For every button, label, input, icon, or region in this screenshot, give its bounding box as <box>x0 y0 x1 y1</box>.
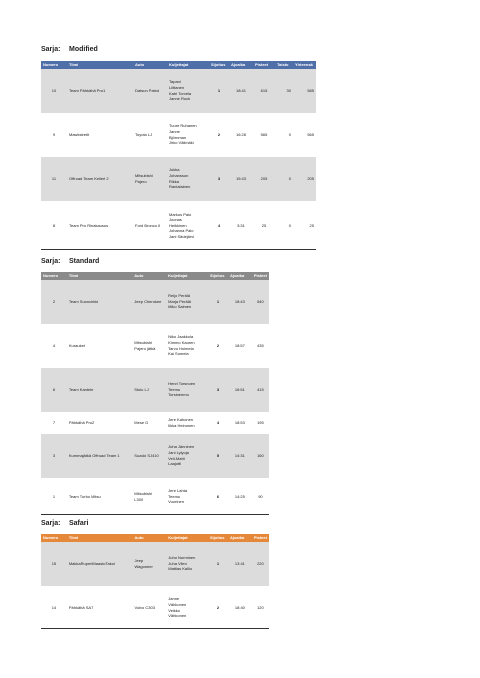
table-cell-place: 1 <box>209 69 229 113</box>
table-cell-drivers: Juha Jänninen Jani Lylyoja Veli-Matti Laajotti <box>166 434 208 478</box>
table-cell-num: 8 <box>52 222 56 228</box>
column-header: Pisteet <box>253 61 275 69</box>
column-header: Sijoitus <box>209 61 229 69</box>
table-cell-place: 4 <box>217 222 221 228</box>
table-cell-points: 565 <box>260 131 268 137</box>
table-cell-points: 615 <box>253 69 275 113</box>
table-cell-place: 1 <box>208 280 228 324</box>
table-cell-car: Jeep Wagoneer <box>133 542 167 586</box>
column-header: Tiimi <box>67 272 132 280</box>
table-cell-points: 220 <box>252 542 269 586</box>
column-header: Taisto <box>275 61 293 69</box>
table-divider <box>41 514 269 515</box>
column-header: Ajoaika <box>228 534 252 542</box>
table-cell-points: 120 <box>257 604 264 610</box>
column-header: Ajoaika <box>228 272 252 280</box>
table-cell-place: 3 <box>209 157 229 201</box>
table-cell-total: 585 <box>293 69 316 113</box>
table-cell-points: 435 <box>257 342 264 348</box>
table-cell-num: 3 <box>41 434 67 478</box>
table-cell-drivers: Jere Kahonen Iikka Heinonen <box>168 417 195 428</box>
table-row <box>41 201 316 251</box>
table-cell-car: Mese G <box>134 419 149 425</box>
results-table-standard <box>41 272 269 516</box>
table-cell-drivers: Tapani Liittanen Katri Torvela Janne Ruck <box>167 69 209 113</box>
table-cell-team: Team Suoncirkki <box>67 280 132 324</box>
table-cell-taisto: 0 <box>275 157 293 201</box>
table-cell-num: 7 <box>52 419 56 425</box>
section-label: Sarja: <box>41 46 61 53</box>
table-cell-car: Mitsubishi L300 <box>134 491 153 502</box>
table-cell-num: 15 <box>41 542 67 586</box>
table-cell-time: 18:41 <box>229 69 253 113</box>
table-cell-place: 4 <box>216 419 220 425</box>
table-cell-car: Datsun Patrol <box>133 69 167 113</box>
table-cell-taisto: 30 <box>275 69 293 113</box>
column-header: Kuljettajat <box>166 272 208 280</box>
table-row <box>41 69 316 113</box>
section-name: Standard <box>69 258 100 265</box>
table-cell-taisto: 0 <box>288 131 291 137</box>
table-cell-place: 5 <box>208 434 228 478</box>
table-cell-team: MakkaRuperiMaastoTakoi <box>67 542 133 586</box>
column-header: Tiimi <box>67 534 133 542</box>
table-cell-place: 6 <box>216 493 220 499</box>
section-label: Sarja: <box>41 520 61 527</box>
table-cell-drivers: Jere Lahta Teemu Vuorinen <box>168 488 188 505</box>
table-cell-drivers: Henri Torsnoen Teemu Torsinenmo <box>166 368 208 412</box>
column-header: Ajoaika <box>229 61 253 69</box>
table-cell-num: 14 <box>51 604 57 610</box>
table-cell-points: 25 <box>261 222 267 228</box>
table-cell-time: 16:51 <box>228 368 252 412</box>
table-cell-time: 13:41 <box>228 542 252 586</box>
table-cell-points: 160 <box>252 434 269 478</box>
table-cell-drivers: Jukka Johansson Rikka Rantalainen <box>167 157 209 201</box>
table-row <box>41 412 269 434</box>
table-cell-time: 18:53 <box>234 419 245 425</box>
table-cell-team: Pähkähä SA7 <box>68 604 94 610</box>
table-row <box>41 586 269 630</box>
section-title-safari <box>41 520 88 527</box>
column-header: Sijoitus <box>208 272 228 280</box>
table-cell-time: 3:31 <box>237 222 245 228</box>
table-cell-time: 15:43 <box>229 157 253 201</box>
table-cell-time: 14:25 <box>234 493 245 499</box>
table-cell-car: Suzuki SJ410 <box>132 434 166 478</box>
table-cell-total: 25 <box>309 222 314 228</box>
table-row <box>41 280 269 324</box>
table-cell-car: Ford Bronco II <box>135 222 161 228</box>
column-header: Tiimi <box>67 61 133 69</box>
column-header: Auto <box>132 272 166 280</box>
table-cell-num: 6 <box>41 368 67 412</box>
table-cell-place: 3 <box>208 368 228 412</box>
table-row <box>41 542 269 586</box>
table-row <box>41 324 269 368</box>
table-cell-team: Team Kantele <box>67 368 132 412</box>
table-cell-place: 2 <box>216 604 220 610</box>
column-header: Pisteet <box>252 534 269 542</box>
column-header: Numero <box>41 61 67 69</box>
table-cell-num: 10 <box>41 69 67 113</box>
table-cell-team: Kurauket <box>68 342 85 348</box>
section-name: Safari <box>69 520 89 527</box>
section-name: Modified <box>69 46 98 53</box>
column-header: Yhteensä <box>293 61 316 69</box>
table-divider <box>41 249 316 250</box>
table-cell-time: 18:43 <box>228 280 252 324</box>
results-table-modified <box>41 61 316 251</box>
table-cell-drivers: Reijo Perälä Marja Perälä Miko Salmen <box>166 280 208 324</box>
table-cell-points: 205 <box>253 157 275 201</box>
table-cell-team: Mawkstretit <box>69 131 90 137</box>
section-title-standard <box>41 258 99 265</box>
table-row <box>41 368 269 412</box>
section-label: Sarja: <box>41 258 61 265</box>
table-cell-num: 4 <box>52 342 56 348</box>
column-header: Kuljettajat <box>166 534 208 542</box>
table-cell-points: 90 <box>258 493 263 499</box>
table-header-row <box>41 272 269 280</box>
table-cell-points: 195 <box>257 419 264 425</box>
table-cell-car: Stulu LJ <box>132 368 166 412</box>
table-cell-car: Jeep Cherokee <box>132 280 166 324</box>
table-cell-team: Pähkähä Pro2 <box>68 419 95 425</box>
table-cell-time: 18:40 <box>234 604 245 610</box>
results-table-safari <box>41 534 269 630</box>
table-cell-place: 2 <box>216 342 220 348</box>
table-cell-drivers: Niko Jaakkola Kimmo Kauren Tarvo Hoimela Kai Sumela <box>168 334 195 357</box>
column-header: Auto <box>133 61 167 69</box>
table-cell-drivers: Janne Vähkonen Veikko Vähkonen <box>168 596 187 619</box>
table-cell-car: Mitsubishi Pajero jätkä <box>134 340 156 351</box>
column-header: Sijoitus <box>208 534 228 542</box>
table-cell-time: 18:57 <box>234 342 245 348</box>
column-header: Auto <box>133 534 167 542</box>
table-cell-team: Kummajätkä Offroad Team 1 <box>67 434 132 478</box>
table-cell-drivers: Juho Nurminen Juha Vilen Mattias Kallio <box>166 542 208 586</box>
table-row <box>41 434 269 478</box>
column-header: Pisteet <box>252 272 269 280</box>
table-row <box>41 113 316 157</box>
table-divider <box>41 628 269 629</box>
table-cell-num: 2 <box>41 280 67 324</box>
table-cell-num: 9 <box>52 131 56 137</box>
table-cell-car: Toyota LJ <box>135 131 153 137</box>
table-cell-place: 1 <box>208 542 228 586</box>
table-cell-num: 11 <box>41 157 67 201</box>
table-cell-total: 565 <box>307 131 314 137</box>
table-cell-total: 205 <box>293 157 316 201</box>
table-cell-team: Offroad Team Kelleri 2 <box>67 157 133 201</box>
table-cell-drivers: Tuure Ruhanen Janne Björnman Jirko Välimäki <box>169 123 197 146</box>
table-header-row <box>41 61 316 69</box>
table-cell-points: 415 <box>252 368 269 412</box>
table-cell-car: Volvo C303 <box>134 604 155 610</box>
table-cell-team: Team Pro Rinakausus <box>69 222 109 228</box>
table-cell-points: 540 <box>252 280 269 324</box>
table-cell-team: Team Pähkähä Pro1 <box>67 69 133 113</box>
column-header: Numero <box>41 272 67 280</box>
section-title-modified <box>41 46 98 53</box>
column-header: Kuljettajat <box>167 61 209 69</box>
table-cell-car: Mitsubishi Pajero <box>133 157 167 201</box>
table-cell-place: 2 <box>217 131 221 137</box>
table-header-row <box>41 534 269 542</box>
table-cell-time: 14:31 <box>228 434 252 478</box>
table-row <box>41 157 316 201</box>
table-cell-time: 16:28 <box>235 131 246 137</box>
table-cell-num: 1 <box>52 493 56 499</box>
table-row <box>41 478 269 516</box>
table-cell-drivers: Markus Palo Joonas Heikkinen Johanna Palo Jani Sädejärvi <box>169 211 195 239</box>
table-cell-taisto: 0 <box>288 222 291 228</box>
column-header: Numero <box>41 534 67 542</box>
table-cell-team: Team Turbo Mitsu <box>68 493 101 499</box>
